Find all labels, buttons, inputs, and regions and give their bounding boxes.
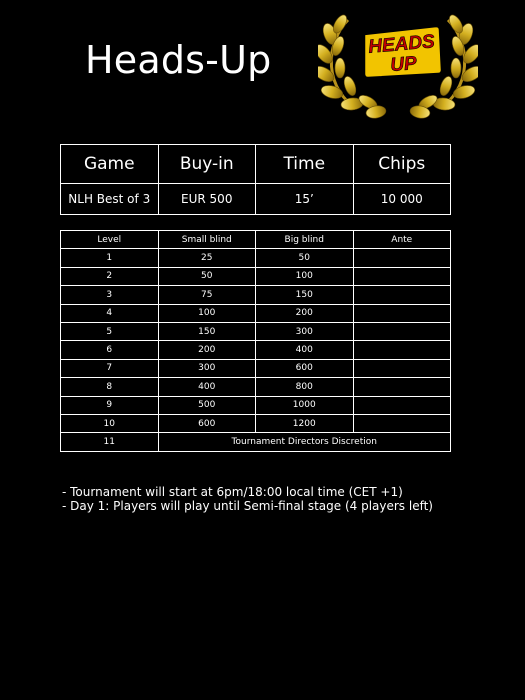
table-row-final: [61, 433, 451, 451]
table-row: [61, 378, 451, 396]
big-blind-cell: 300: [256, 322, 354, 340]
small-blind-cell: 25: [158, 249, 256, 267]
summary-header-time: Time: [256, 145, 354, 184]
levels-header-small-blind: Small blind: [158, 231, 256, 249]
levels-header-level: Level: [61, 231, 159, 249]
summary-value-time: 15’: [256, 184, 354, 215]
small-blind-cell: 100: [158, 304, 256, 322]
note-start-time: - Tournament will start at 6pm/18:00 local time (CET +1): [62, 485, 403, 499]
big-blind-cell: 800: [256, 378, 354, 396]
ante-cell: [353, 286, 451, 304]
page-title: Heads-Up: [85, 38, 272, 82]
summary-value-buyin: EUR 500: [158, 184, 256, 215]
summary-header-game: Game: [61, 145, 159, 184]
ante-cell: [353, 267, 451, 285]
small-blind-cell: 300: [158, 359, 256, 377]
ante-cell: [353, 322, 451, 340]
summary-header-buyin: Buy-in: [158, 145, 256, 184]
logo-text-line2: UP: [389, 52, 418, 77]
level-cell: 11: [61, 433, 159, 451]
big-blind-cell: 1000: [256, 396, 354, 414]
logo-text-line1: HEADS: [367, 31, 436, 58]
ante-cell: [353, 359, 451, 377]
small-blind-cell: 600: [158, 414, 256, 432]
big-blind-cell: 200: [256, 304, 354, 322]
table-row: [61, 414, 451, 432]
summary-table: [60, 144, 451, 215]
level-cell: 10: [61, 414, 159, 432]
level-cell: 1: [61, 249, 159, 267]
directors-discretion-cell: Tournament Directors Discretion: [158, 433, 451, 451]
laurel-wreath-icon: [318, 12, 478, 122]
level-cell: 3: [61, 286, 159, 304]
level-cell: 9: [61, 396, 159, 414]
ante-cell: [353, 396, 451, 414]
ante-cell: [353, 414, 451, 432]
big-blind-cell: 1200: [256, 414, 354, 432]
big-blind-cell: 150: [256, 286, 354, 304]
levels-header-ante: Ante: [353, 231, 451, 249]
small-blind-cell: 75: [158, 286, 256, 304]
levels-header-big-blind: Big blind: [256, 231, 354, 249]
level-cell: 8: [61, 378, 159, 396]
ante-cell: [353, 378, 451, 396]
level-cell: 4: [61, 304, 159, 322]
table-row: [61, 359, 451, 377]
tournament-notes: [62, 485, 433, 513]
levels-header-row: [61, 231, 451, 249]
blind-levels-table: [60, 230, 451, 452]
small-blind-cell: 150: [158, 322, 256, 340]
level-cell: 5: [61, 322, 159, 340]
table-row: [61, 396, 451, 414]
small-blind-cell: 200: [158, 341, 256, 359]
ante-cell: [353, 304, 451, 322]
heads-up-logo: [318, 12, 478, 122]
big-blind-cell: 50: [256, 249, 354, 267]
logo-badge: [364, 26, 442, 78]
summary-value-row: [61, 184, 451, 215]
note-day-one: - Day 1: Players will play until Semi-final stage (4 players left): [62, 499, 433, 513]
level-cell: 2: [61, 267, 159, 285]
summary-value-game: NLH Best of 3: [61, 184, 159, 215]
ante-cell: [353, 249, 451, 267]
table-row: [61, 341, 451, 359]
table-row: [61, 322, 451, 340]
summary-value-chips: 10 000: [353, 184, 451, 215]
small-blind-cell: 400: [158, 378, 256, 396]
ante-cell: [353, 341, 451, 359]
small-blind-cell: 500: [158, 396, 256, 414]
table-row: [61, 304, 451, 322]
table-row: [61, 286, 451, 304]
big-blind-cell: 600: [256, 359, 354, 377]
big-blind-cell: 100: [256, 267, 354, 285]
level-cell: 7: [61, 359, 159, 377]
small-blind-cell: 50: [158, 267, 256, 285]
level-cell: 6: [61, 341, 159, 359]
big-blind-cell: 400: [256, 341, 354, 359]
summary-header-chips: Chips: [353, 145, 451, 184]
summary-header-row: [61, 145, 451, 184]
table-row: [61, 249, 451, 267]
table-row: [61, 267, 451, 285]
